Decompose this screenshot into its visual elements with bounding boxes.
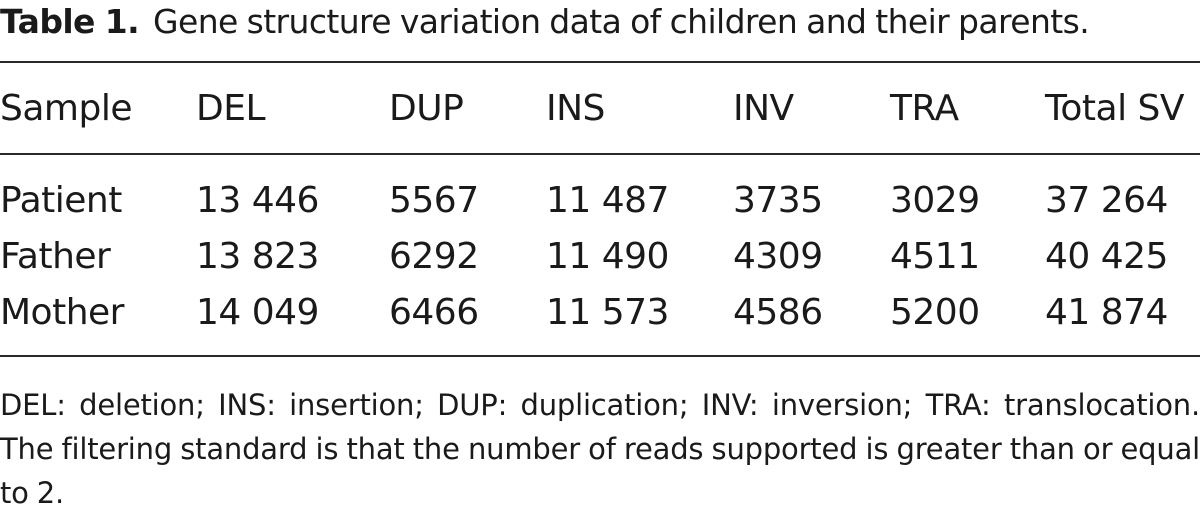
cell-ins: 11 490 — [546, 236, 669, 277]
cell-dup: 6292 — [389, 236, 479, 277]
table-top-rule — [0, 61, 1200, 63]
table-caption-text: Gene structure variation data of children and their parents. — [153, 2, 1090, 41]
table-header-rule — [0, 153, 1200, 155]
table-bottom-rule — [0, 355, 1200, 357]
cell-dup: 6466 — [389, 292, 479, 333]
row-label: Mother — [0, 292, 124, 333]
row-label: Patient — [0, 180, 122, 221]
cell-ins: 11 487 — [546, 180, 669, 221]
column-header-del: DEL — [196, 88, 266, 129]
column-header-inv: INV — [733, 88, 794, 129]
column-header-tra: TRA — [890, 88, 959, 129]
cell-del: 14 049 — [196, 292, 319, 333]
cell-inv: 4309 — [733, 236, 823, 277]
column-header-sample: Sample — [0, 88, 132, 129]
column-header-ins: INS — [546, 88, 605, 129]
table-caption — [0, 0, 1200, 50]
cell-total-sv: 40 425 — [1045, 236, 1168, 277]
table-footnote: DEL: deletion; INS: insertion; DUP: duplication; INV: inversion; TRA: translocation. The filtering standard is that the number of reads supported is greater than or equal to 2. — [0, 388, 1200, 510]
cell-tra: 5200 — [890, 292, 980, 333]
cell-del: 13 446 — [196, 180, 319, 221]
column-header-total-sv: Total SV — [1045, 88, 1184, 129]
row-label: Father — [0, 236, 111, 277]
table-caption-label: Table 1. — [0, 2, 140, 41]
cell-total-sv: 41 874 — [1045, 292, 1168, 333]
cell-ins: 11 573 — [546, 292, 669, 333]
cell-tra: 3029 — [890, 180, 980, 221]
cell-dup: 5567 — [389, 180, 479, 221]
cell-inv: 4586 — [733, 292, 823, 333]
cell-del: 13 823 — [196, 236, 319, 277]
cell-total-sv: 37 264 — [1045, 180, 1168, 221]
cell-tra: 4511 — [890, 236, 980, 277]
column-header-dup: DUP — [389, 88, 464, 129]
cell-inv: 3735 — [733, 180, 823, 221]
